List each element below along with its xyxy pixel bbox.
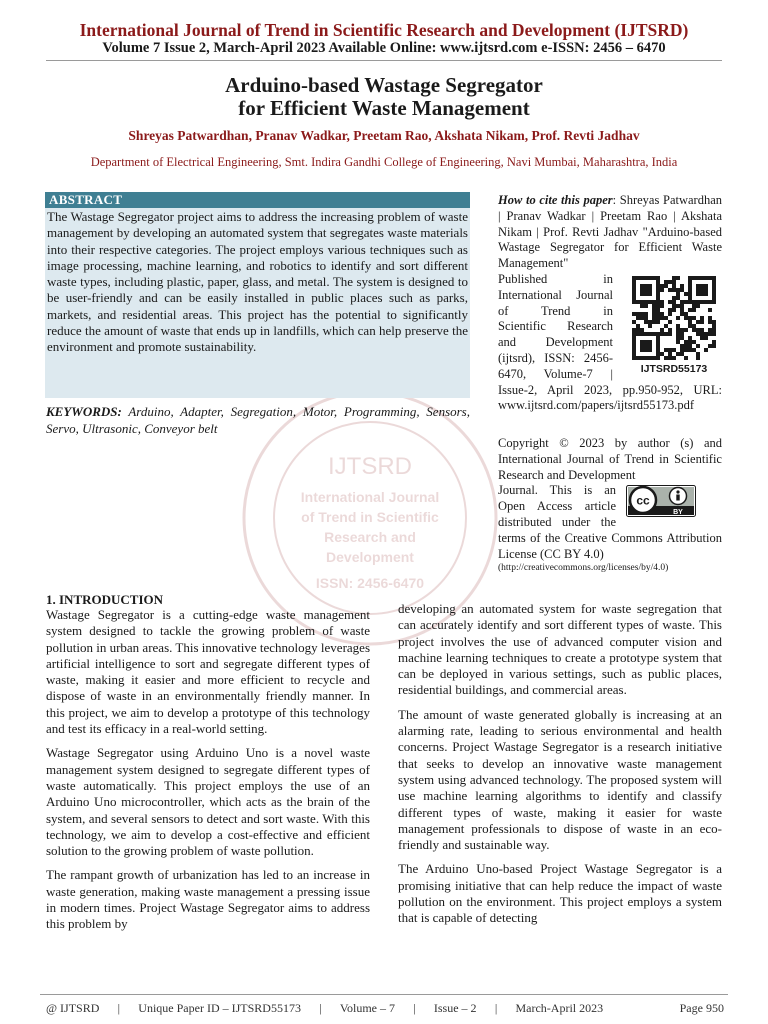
qr-code-icon [632,276,716,360]
footer-separator: | [319,1001,322,1015]
footer-separator: | [117,1001,121,1015]
watermark-subtitle-4: Development [326,549,414,565]
footer-separator: | [413,1001,416,1015]
keywords-label: KEYWORDS: [46,404,122,419]
watermark-name: IJTSRD [328,453,412,480]
footer-date: March-April 2023 [515,1001,604,1015]
citation-line: Published in [498,271,613,286]
paper-title-line-2: for Efficient Waste Management [238,96,530,120]
keywords-text: Arduino, Adapter, Segregation, Motor, Programming, Sensors, Servo, Ultrasonic, Conveyor belt [46,404,470,436]
citation-publication [498,272,722,383]
journal-title: International Journal of Trend in Scientific Research and Development (IJTSRD) [79,20,689,40]
keywords [46,404,470,437]
citation-line: International Journal [498,287,613,302]
watermark-issn: ISSN: 2456-6470 [315,575,425,591]
body-paragraph: The Arduino Uno-based Project Wastage Segregator is a promising initiative that can help reduce the impact of waste pollution on the environment. This project employs a system that is capable of detecting [398,861,722,926]
qr-paper-id: IJTSRD55173 [640,362,708,375]
footer-publisher: @ IJTSRD [46,1001,100,1015]
footer-volume: Volume – 7 [339,1001,395,1015]
abstract-heading: ABSTRACT [45,192,470,208]
paper-title-line-1: Arduino-based Wastage Segregator [225,73,543,97]
citation-text: : Shreyas Patwardhan | Pranav Wadkar | Preetam Rao | Akshata Nikam | Prof. Revti Jadhav "Arduino-based Wastage Segregator for Efficient Waste Management" [498,193,722,271]
watermark-subtitle-3: Research and [324,529,416,545]
header-divider [46,60,722,61]
license-url[interactable]: (http://creativecommons.org/licenses/by/4.0) [498,563,669,574]
footer-divider [40,994,728,995]
body-paragraph: The amount of waste generated globally is increasing at an alarming rate, leading to serious environmental and health concerns. Project Wastage Segregator is a research initiative that seeks to develop an innovative waste management system using advanced technology. The proposed system will use machine learning algorithms to identify and classify different types of waste, making it easier for waste management professionals to dispose of waste in an eco-friendly and sustainable way. [398,706,722,853]
footer-page-number: Page 950 [679,1001,724,1015]
cc-by-label: BY [673,509,683,517]
section-heading-introduction: 1. INTRODUCTION [46,592,164,607]
author-list: Shreyas Patwardhan, Pranav Wadkar, Preetam Rao, Akshata Nikam, Prof. Revti Jadhav [128,128,640,143]
body-paragraph: Wastage Segregator using Arduino Uno is a novel waste management system designed to segregate different types of waste automatically. This project employs the use of an Arduino Uno microcontroller, which acts as the brain of the system, and several sensors to detect and sort waste. With this technology, we aim to develop a cost-effective and efficient solution to the growing problem of waste pollution. [46,745,370,859]
watermark-subtitle-1: International Journal [300,489,440,505]
creative-commons-by-icon [626,485,696,517]
page-footer [46,1001,724,1016]
citation-line: and Development [498,335,613,350]
citation-line: 6470, Volume-7 | [498,366,613,381]
footer-paper-id: Unique Paper ID – IJTSRD55173 [138,1001,301,1015]
body-column-right [398,601,722,935]
copyright-line: distributed under the [498,514,616,529]
citation-label: How to cite this paper [498,193,613,207]
footer-issue: Issue – 2 [433,1001,477,1015]
citation-block [498,193,722,414]
body-paragraph: developing an automated system for waste segregation that can accurately identify and sort different types of waste. This project involves the use of advanced computer vision and machine learning techniques to create a prototype system that can be deployed in various settings, such as public places, residential buildings, and commercial areas. [398,601,722,698]
citation-line: of Trend in [498,303,613,318]
abstract-box [45,192,470,398]
svg-text:cc: cc [636,493,650,508]
body-column-left [46,592,370,941]
copyright-terms: terms of the Creative Commons Attribution License (CC BY 4.0) [498,530,722,561]
copyright-line: Journal. This is an [498,483,616,498]
citation-url-line: Issue-2, April 2023, pp.950-952, URL: www.ijtsrd.com/papers/ijtsrd55173.pdf [498,382,722,413]
paper-title [0,74,768,120]
volume-line: Volume 7 Issue 2, March-April 2023 Available Online: www.ijtsrd.com e-ISSN: 2456 – 6470 [102,40,666,56]
copyright-block [498,436,722,575]
copyright-license [498,483,722,530]
body-paragraph: Wastage Segregator is a cutting-edge waste management system designed to tackle the growing problem of waste pollution in urban areas. This innovative technology leverages artificial intelligence to sort and segregate different types of waste, making it easier and more efficient to recycle and dispose of waste in an environmentally friendly manner. In this project, we aim to develop a prototype of this technology and test its efficacy in a real-world setting. [46,607,370,737]
citation-intro [498,193,722,272]
copyright-line: Open Access article [498,499,616,514]
citation-line: (ijtsrd), ISSN: 2456- [498,350,613,365]
footer-spacer [621,1001,661,1016]
affiliation: Department of Electrical Engineering, Smt. Indira Gandhi College of Engineering, Navi Mumbai, Maharashtra, India [90,155,678,169]
copyright-intro: Copyright © 2023 by author (s) and International Journal of Trend in Scientific Research and Development [498,436,722,482]
watermark-subtitle-2: of Trend in Scientific [301,509,439,525]
body-paragraph: The rampant growth of urbanization has led to an increase in waste generation, making waste management a pressing issue in modern times. Project Wastage Segregator aims to address this problem by [46,867,370,932]
footer-separator: | [494,1001,498,1015]
citation-line: Scientific Research [498,319,613,334]
abstract-text: The Wastage Segregator project aims to address the increasing problem of waste management by developing an automated system that segregates waste materials into their respective categories. The project employs various techniques such as image processing, machine learning, and robotics to identify and sort different waste types, including plastic, paper, glass, and metal. The system is designed to be user-friendly and can be easily installed in public places such as parks, markets, and residential areas. This project has the potential to significantly reduce the amount of waste that ends up in landfills, which can help preserve the environment and promote sustainability. [47,209,468,355]
